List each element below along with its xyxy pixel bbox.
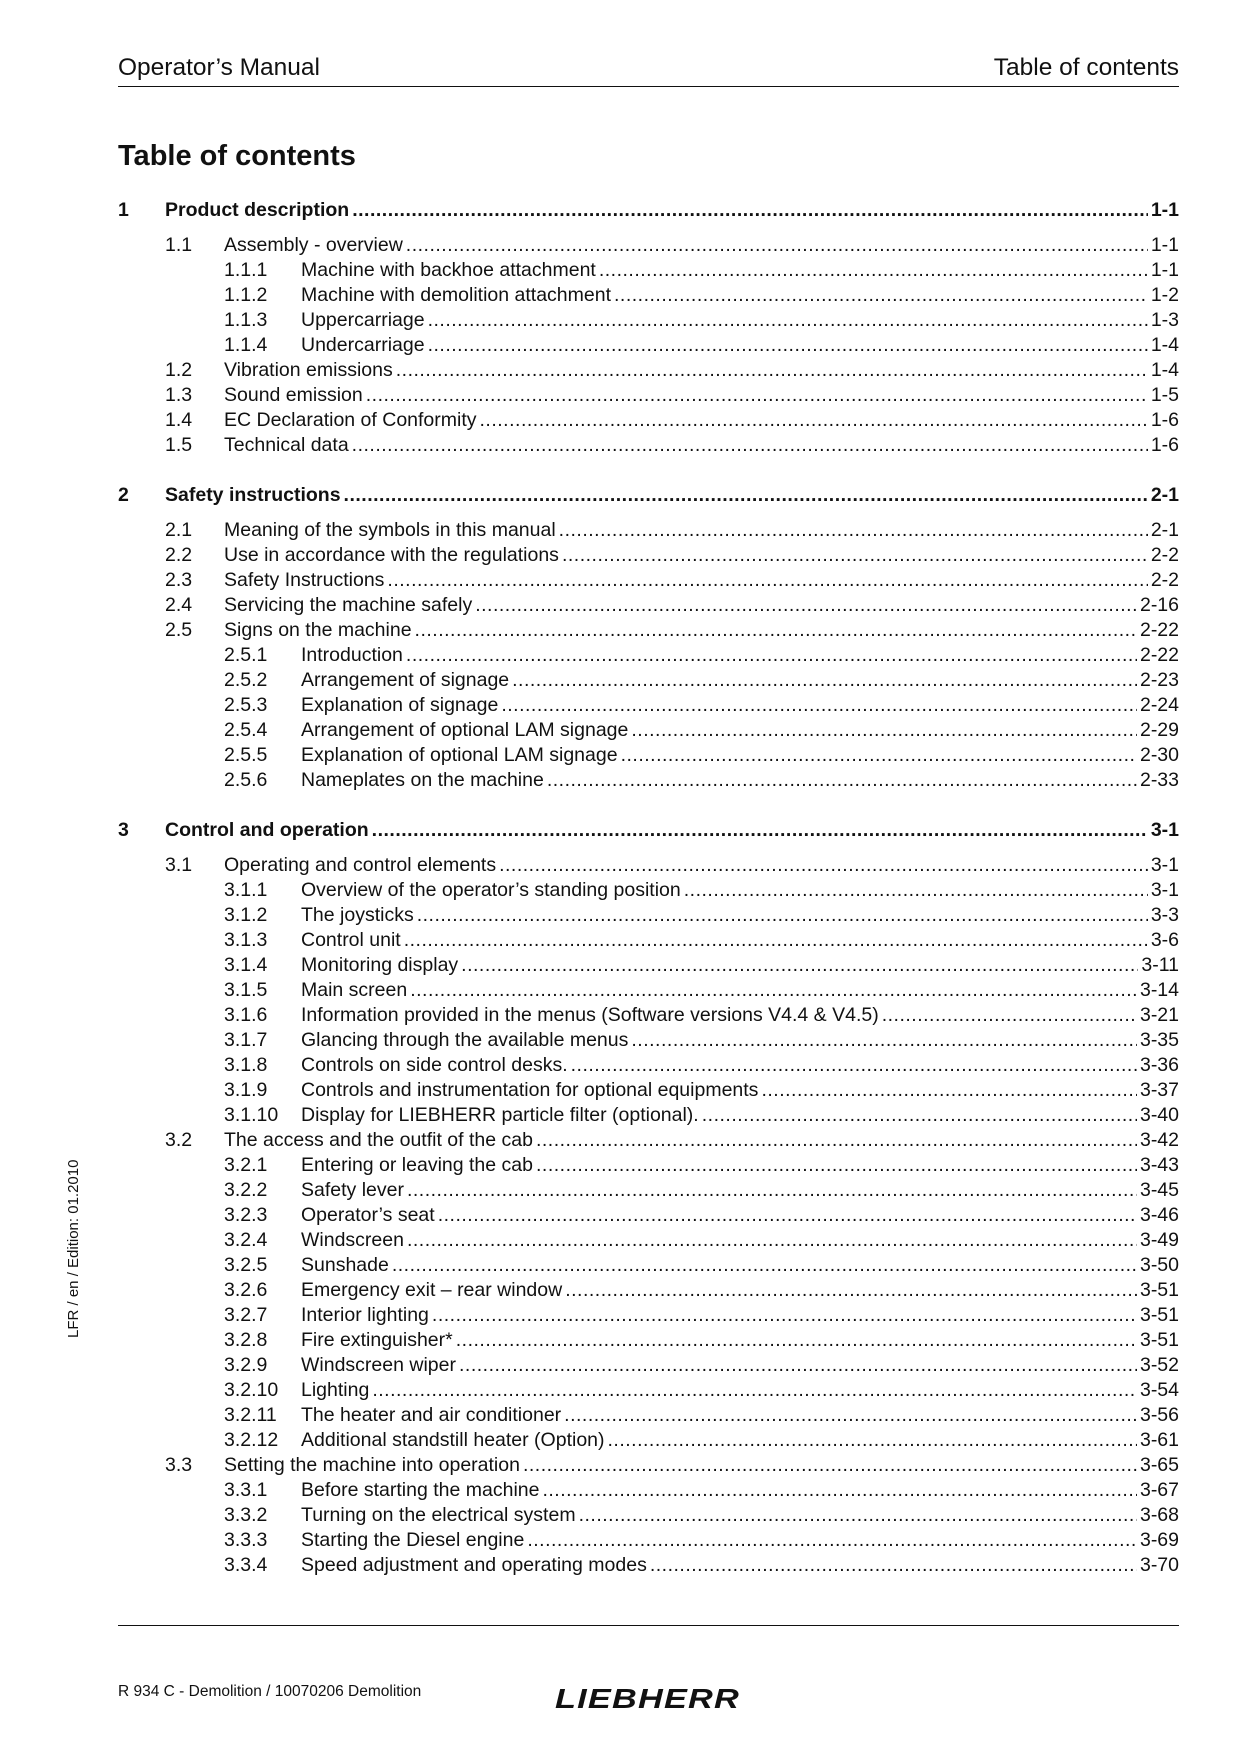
toc-entry-title: Sunshade: [301, 1254, 389, 1276]
toc-entry-number: 1.1.4: [224, 334, 268, 356]
toc-entry-page: 3-1: [1150, 819, 1179, 841]
toc-entry-page: 2-16: [1139, 594, 1179, 616]
toc-dot-leader: [559, 518, 1148, 543]
toc-dot-leader: [565, 1278, 1137, 1303]
toc-entry[interactable]: [118, 1228, 1179, 1253]
toc-entry-number: 3: [118, 819, 129, 841]
toc-entry-number: 2.5.3: [224, 694, 268, 716]
toc-entry-page: 1-6: [1150, 409, 1179, 431]
toc-dot-leader: [547, 768, 1137, 793]
toc-entry-number: 3.2.10: [224, 1379, 279, 1401]
toc-entry-page: 3-42: [1139, 1129, 1179, 1151]
toc-entry-title: Main screen: [301, 979, 408, 1001]
toc-entry[interactable]: [118, 1428, 1179, 1453]
toc-entry-title: Lighting: [301, 1379, 370, 1401]
toc-dot-leader: [599, 258, 1148, 283]
toc-entry-title: Entering or leaving the cab: [301, 1154, 533, 1176]
toc-entry-page: 1-2: [1150, 284, 1179, 306]
toc-entry-title: EC Declaration of Conformity: [224, 409, 477, 431]
liebherr-logo-mark: [555, 1685, 745, 1711]
toc-entry-title: Fire extinguisher*: [301, 1329, 453, 1351]
toc-entry[interactable]: [118, 1003, 1179, 1028]
toc-dot-leader: [461, 953, 1138, 978]
toc-dot-leader: [352, 198, 1148, 223]
toc-entry-title: Undercarriage: [301, 334, 425, 356]
toc-entry-number: 3.1.7: [224, 1029, 268, 1051]
toc-entry-number: 2.5: [165, 619, 193, 641]
toc-entry-title: Arrangement of optional LAM signage: [301, 719, 629, 741]
toc-entry-page: 3-46: [1139, 1204, 1179, 1226]
toc-entry-title: Uppercarriage: [301, 309, 425, 331]
header-right: Table of contents: [993, 54, 1179, 81]
toc-entry-title: The heater and air conditioner: [301, 1404, 562, 1426]
toc-entry-page: 2-33: [1139, 769, 1179, 791]
toc-dot-leader: [407, 1178, 1137, 1203]
toc-entry[interactable]: [118, 1053, 1179, 1078]
toc-dot-leader: [406, 643, 1137, 668]
toc-entry-number: 3.1.9: [224, 1079, 268, 1101]
toc-entry-title: Machine with demolition attachment: [301, 284, 611, 306]
toc-entry-number: 3.3.3: [224, 1529, 268, 1551]
toc-entry[interactable]: [118, 878, 1179, 903]
toc-entry-number: 3.2.9: [224, 1354, 268, 1376]
toc-dot-leader: [621, 743, 1137, 768]
toc-entry-number: 3.2.4: [224, 1229, 268, 1251]
toc-dot-leader: [372, 1378, 1137, 1403]
toc-entry-page: 3-54: [1139, 1379, 1179, 1401]
toc-entry-page: 1-3: [1150, 309, 1179, 331]
toc-entry-title: Additional standstill heater (Option): [301, 1429, 605, 1451]
toc-entry-number: 3.1.6: [224, 1004, 268, 1026]
toc-entry[interactable]: [118, 1328, 1179, 1353]
toc-entry-page: 2-22: [1139, 644, 1179, 666]
toc-entry-page: 3-35: [1139, 1029, 1179, 1051]
toc-entry-title: Nameplates on the machine: [301, 769, 544, 791]
toc-entry-title: Use in accordance with the regulations: [224, 544, 559, 566]
toc-entry[interactable]: [118, 903, 1179, 928]
toc-entry-number: 3.3.1: [224, 1479, 268, 1501]
toc-entry-number: 1.1.1: [224, 259, 268, 281]
toc-dot-leader: [512, 668, 1137, 693]
toc-entry[interactable]: [118, 818, 1179, 843]
toc-entry-number: 3.2.12: [224, 1429, 279, 1451]
toc-entry-page: 3-67: [1139, 1479, 1179, 1501]
toc-dot-leader: [579, 1503, 1137, 1528]
toc-entry-title: Machine with backhoe attachment: [301, 259, 596, 281]
toc-entry-number: 1.4: [165, 409, 193, 431]
liebherr-logo-text: LIEBHERR: [555, 1685, 740, 1711]
toc-entry-title: The access and the outfit of the cab: [224, 1129, 533, 1151]
toc-entry[interactable]: [118, 283, 1179, 308]
toc-entry-number: 1.2: [165, 359, 193, 381]
toc-entry-number: 2.4: [165, 594, 193, 616]
toc-entry-page: 2-1: [1150, 484, 1179, 506]
toc-entry-title: Arrangement of signage: [301, 669, 510, 691]
toc-dot-leader: [501, 693, 1137, 718]
toc-entry-page: 3-43: [1139, 1154, 1179, 1176]
toc-entry-page: 3-61: [1139, 1429, 1179, 1451]
toc-entry[interactable]: [118, 1303, 1179, 1328]
toc-dot-leader: [387, 568, 1147, 593]
toc-entry-page: 3-6: [1150, 929, 1179, 951]
toc-entry[interactable]: [118, 568, 1179, 593]
toc-dot-leader: [702, 1103, 1137, 1128]
toc-entry[interactable]: [118, 308, 1179, 333]
toc-entry[interactable]: [118, 258, 1179, 283]
toc-entry-title: Sound emission: [224, 384, 363, 406]
toc-entry-page: 3-49: [1139, 1229, 1179, 1251]
toc-entry-number: 3.1.4: [224, 954, 268, 976]
toc-dot-leader: [571, 1053, 1137, 1078]
toc-entry-number: 3.1.2: [224, 904, 268, 926]
toc-entry-number: 2.5.1: [224, 644, 268, 666]
toc-entry[interactable]: [118, 853, 1179, 878]
toc-entry-page: 1-4: [1150, 359, 1179, 381]
toc-entry[interactable]: [118, 543, 1179, 568]
toc-entry[interactable]: [118, 1478, 1179, 1503]
toc-entry-page: 2-2: [1150, 569, 1179, 591]
toc-entry-page: 3-37: [1139, 1079, 1179, 1101]
toc-entry-page: 1-1: [1150, 259, 1179, 281]
toc-entry-number: 2.3: [165, 569, 193, 591]
toc-entry-number: 2.5.5: [224, 744, 268, 766]
toc-entry-page: 2-30: [1139, 744, 1179, 766]
toc-entry-number: 3.2.8: [224, 1329, 268, 1351]
toc-entry[interactable]: [118, 928, 1179, 953]
toc-entry-title: Safety lever: [301, 1179, 404, 1201]
toc-entry-page: 2-22: [1139, 619, 1179, 641]
toc-entry-page: 3-40: [1139, 1104, 1179, 1126]
toc-entry[interactable]: [118, 953, 1179, 978]
toc-entry-page: 1-1: [1150, 234, 1179, 256]
toc-entry-number: 3.1.1: [224, 879, 268, 901]
toc-entry-title: Vibration emissions: [224, 359, 393, 381]
toc-entry[interactable]: [118, 743, 1179, 768]
toc-dot-leader: [438, 1203, 1137, 1228]
toc-entry[interactable]: [118, 1028, 1179, 1053]
toc-entry-title: Signs on the machine: [224, 619, 412, 641]
toc-entry-number: 3.1.3: [224, 929, 268, 951]
toc-entry-number: 2.1: [165, 519, 193, 541]
toc-dot-leader: [523, 1453, 1137, 1478]
toc-dot-leader: [882, 1003, 1137, 1028]
toc-entry-number: 1.1.2: [224, 284, 268, 306]
toc-entry-number: 3.2.11: [224, 1404, 277, 1426]
toc-entry-page: 2-23: [1139, 669, 1179, 691]
toc-entry[interactable]: [118, 1203, 1179, 1228]
toc-entry[interactable]: [118, 1128, 1179, 1153]
toc-entry-number: 1.1: [165, 234, 193, 256]
toc-entry[interactable]: [118, 333, 1179, 358]
toc-entry-title: Speed adjustment and operating modes: [301, 1554, 647, 1576]
toc-entry-number: 2.5.6: [224, 769, 268, 791]
toc-entry-title: Before starting the machine: [301, 1479, 540, 1501]
toc-entry-title: Controls on side control desks.: [301, 1054, 568, 1076]
toc-entry-page: 3-51: [1139, 1279, 1179, 1301]
toc-entry-page: 3-1: [1150, 854, 1179, 876]
toc-entry-title: Control unit: [301, 929, 401, 951]
toc-dot-leader: [428, 333, 1148, 358]
toc-entry-title: Monitoring display: [301, 954, 459, 976]
toc-entry-title: Safety Instructions: [224, 569, 385, 591]
toc-dot-leader: [684, 878, 1148, 903]
toc-entry-number: 1: [118, 199, 129, 221]
footer-text: R 934 C - Demolition / 10070206 Demolition: [118, 1683, 422, 1700]
toc-entry-title: Introduction: [301, 644, 403, 666]
toc-entry[interactable]: [118, 1278, 1179, 1303]
toc-dot-leader: [536, 1128, 1137, 1153]
toc-entry-title: Interior lighting: [301, 1304, 429, 1326]
toc-dot-leader: [562, 543, 1148, 568]
toc-entry-title: Windscreen wiper: [301, 1354, 456, 1376]
toc-entry[interactable]: [118, 198, 1179, 223]
toc-entry-title: Safety instructions: [165, 484, 341, 506]
toc-entry-page: 3-70: [1139, 1554, 1179, 1576]
toc-entry-title: Assembly - overview: [224, 234, 403, 256]
toc-entry-number: 3.2.1: [224, 1154, 268, 1176]
toc-entry[interactable]: [118, 1453, 1179, 1478]
toc-entry-title: Technical data: [224, 434, 349, 456]
toc-entry-page: 3-65: [1139, 1454, 1179, 1476]
toc-entry-page: 2-1: [1150, 519, 1179, 541]
toc-entry-page: 2-29: [1139, 719, 1179, 741]
toc-entry[interactable]: [118, 1553, 1179, 1578]
toc-entry-number: 3.1: [165, 854, 193, 876]
toc-entry-title: Product description: [165, 199, 350, 221]
toc-entry-title: Servicing the machine safely: [224, 594, 473, 616]
toc-entry-page: 1-4: [1150, 334, 1179, 356]
toc-dot-leader: [564, 1403, 1137, 1428]
toc-entry-title: Windscreen: [301, 1229, 404, 1251]
toc-entry-page: 3-68: [1139, 1504, 1179, 1526]
toc-entry[interactable]: [118, 433, 1179, 458]
toc-entry-page: 1-1: [1150, 199, 1179, 221]
toc-dot-leader: [406, 233, 1148, 258]
toc-entry-title: Overview of the operator’s standing position: [301, 879, 681, 901]
toc-entry-title: Setting the machine into operation: [224, 1454, 520, 1476]
page-title: Table of contents: [118, 140, 356, 172]
toc-entry[interactable]: [118, 383, 1179, 408]
toc-entry-number: 3.2.2: [224, 1179, 268, 1201]
toc-entry-title: Emergency exit – rear window: [301, 1279, 563, 1301]
toc-dot-leader: [456, 1328, 1137, 1353]
toc-dot-leader: [404, 928, 1148, 953]
toc-entry-number: 2.5.2: [224, 669, 268, 691]
toc-entry-title: Controls and instrumentation for optional equipments: [301, 1079, 759, 1101]
toc-dot-leader: [428, 308, 1148, 333]
toc-entry-number: 3.2: [165, 1129, 193, 1151]
toc-entry-number: 3.1.8: [224, 1054, 268, 1076]
toc-dot-leader: [480, 408, 1148, 433]
toc-dot-leader: [396, 358, 1148, 383]
toc-entry-number: 3.1.10: [224, 1104, 279, 1126]
toc-entry-page: 2-2: [1150, 544, 1179, 566]
toc-dot-leader: [372, 818, 1148, 843]
toc-dot-leader: [650, 1553, 1137, 1578]
toc-entry-title: Explanation of optional LAM signage: [301, 744, 618, 766]
toc-entry[interactable]: [118, 1253, 1179, 1278]
toc-entry-number: 3.3.4: [224, 1554, 268, 1576]
toc-entry-page: 1-6: [1150, 434, 1179, 456]
toc-dot-leader: [415, 618, 1137, 643]
toc-entry-title: Starting the Diesel engine: [301, 1529, 525, 1551]
toc-entry-number: 3.3.2: [224, 1504, 268, 1526]
toc-entry-page: 2-24: [1139, 694, 1179, 716]
toc-dot-leader: [475, 593, 1137, 618]
toc-entry-page: 3-51: [1139, 1329, 1179, 1351]
toc-entry-number: 2: [118, 484, 129, 506]
toc-entry-number: 2.2: [165, 544, 193, 566]
toc-dot-leader: [417, 903, 1148, 928]
toc-entry[interactable]: [118, 718, 1179, 743]
toc-dot-leader: [366, 383, 1148, 408]
toc-dot-leader: [614, 283, 1148, 308]
table-of-contents: [118, 198, 1179, 1578]
toc-entry[interactable]: [118, 593, 1179, 618]
toc-dot-leader: [761, 1078, 1137, 1103]
toc-entry[interactable]: [118, 693, 1179, 718]
toc-entry[interactable]: [118, 1528, 1179, 1553]
toc-dot-leader: [499, 853, 1148, 878]
toc-entry[interactable]: [118, 408, 1179, 433]
toc-entry-number: 3.3: [165, 1454, 193, 1476]
footer-divider: [118, 1625, 1179, 1626]
toc-entry-page: 3-36: [1139, 1054, 1179, 1076]
liebherr-logo: [555, 1685, 745, 1716]
toc-entry-page: 3-45: [1139, 1179, 1179, 1201]
toc-entry-title: Operator’s seat: [301, 1204, 435, 1226]
toc-entry[interactable]: [118, 1503, 1179, 1528]
toc-dot-leader: [407, 1228, 1137, 1253]
toc-dot-leader: [352, 433, 1148, 458]
header-left: Operator’s Manual: [118, 54, 321, 81]
toc-entry[interactable]: [118, 233, 1179, 258]
toc-entry-number: 1.3: [165, 384, 193, 406]
toc-entry-number: 3.2.5: [224, 1254, 268, 1276]
toc-entry-title: Information provided in the menus (Software versions V4.4 & V4.5): [301, 1004, 879, 1026]
toc-dot-leader: [527, 1528, 1137, 1553]
toc-dot-leader: [459, 1353, 1137, 1378]
toc-entry-page: 3-51: [1139, 1304, 1179, 1326]
toc-entry-number: 3.1.5: [224, 979, 268, 1001]
toc-entry[interactable]: [118, 518, 1179, 543]
page-header: [118, 52, 1179, 87]
toc-entry-number: 3.2.7: [224, 1304, 268, 1326]
toc-entry-title: Glancing through the available menus: [301, 1029, 629, 1051]
toc-entry-page: 3-52: [1139, 1354, 1179, 1376]
toc-entry-page: 3-3: [1150, 904, 1179, 926]
toc-entry-title: Explanation of signage: [301, 694, 499, 716]
toc-entry-number: 1.1.3: [224, 309, 268, 331]
toc-dot-leader: [608, 1428, 1137, 1453]
toc-entry-title: Operating and control elements: [224, 854, 497, 876]
toc-entry-number: 3.2.6: [224, 1279, 268, 1301]
toc-entry[interactable]: [118, 618, 1179, 643]
toc-entry[interactable]: [118, 643, 1179, 668]
toc-entry-page: 3-14: [1139, 979, 1179, 1001]
toc-entry[interactable]: [118, 1403, 1179, 1428]
toc-entry-page: 3-1: [1150, 879, 1179, 901]
toc-entry[interactable]: [118, 483, 1179, 508]
toc-dot-leader: [410, 978, 1137, 1003]
toc-entry-page: 3-11: [1141, 954, 1179, 976]
toc-entry-number: 3.2.3: [224, 1204, 268, 1226]
toc-entry-title: Display for LIEBHERR particle filter (optional).: [301, 1104, 699, 1126]
toc-dot-leader: [344, 483, 1148, 508]
toc-entry-page: 3-21: [1139, 1004, 1179, 1026]
toc-entry-page: 1-5: [1150, 384, 1179, 406]
toc-entry[interactable]: [118, 1378, 1179, 1403]
toc-dot-leader: [432, 1303, 1137, 1328]
toc-dot-leader: [536, 1153, 1137, 1178]
toc-entry[interactable]: [118, 1078, 1179, 1103]
toc-entry-page: 3-56: [1139, 1404, 1179, 1426]
toc-entry-page: 3-50: [1139, 1254, 1179, 1276]
toc-dot-leader: [392, 1253, 1137, 1278]
toc-entry[interactable]: [118, 978, 1179, 1003]
toc-dot-leader: [631, 718, 1137, 743]
toc-entry[interactable]: [118, 768, 1179, 793]
toc-entry-title: Meaning of the symbols in this manual: [224, 519, 556, 541]
toc-entry[interactable]: [118, 358, 1179, 383]
toc-entry[interactable]: [118, 1103, 1179, 1128]
toc-entry-number: 1.5: [165, 434, 193, 456]
toc-dot-leader: [631, 1028, 1137, 1053]
toc-entry[interactable]: [118, 1353, 1179, 1378]
toc-entry[interactable]: [118, 668, 1179, 693]
edition-note: LFR / en / Edition: 01.2010: [65, 1159, 82, 1338]
toc-entry-title: The joysticks: [301, 904, 414, 926]
toc-entry-page: 3-69: [1139, 1529, 1179, 1551]
toc-entry-title: Control and operation: [165, 819, 369, 841]
toc-entry-number: 2.5.4: [224, 719, 268, 741]
toc-dot-leader: [542, 1478, 1137, 1503]
toc-entry[interactable]: [118, 1178, 1179, 1203]
toc-entry[interactable]: [118, 1153, 1179, 1178]
toc-entry-title: Turning on the electrical system: [301, 1504, 576, 1526]
